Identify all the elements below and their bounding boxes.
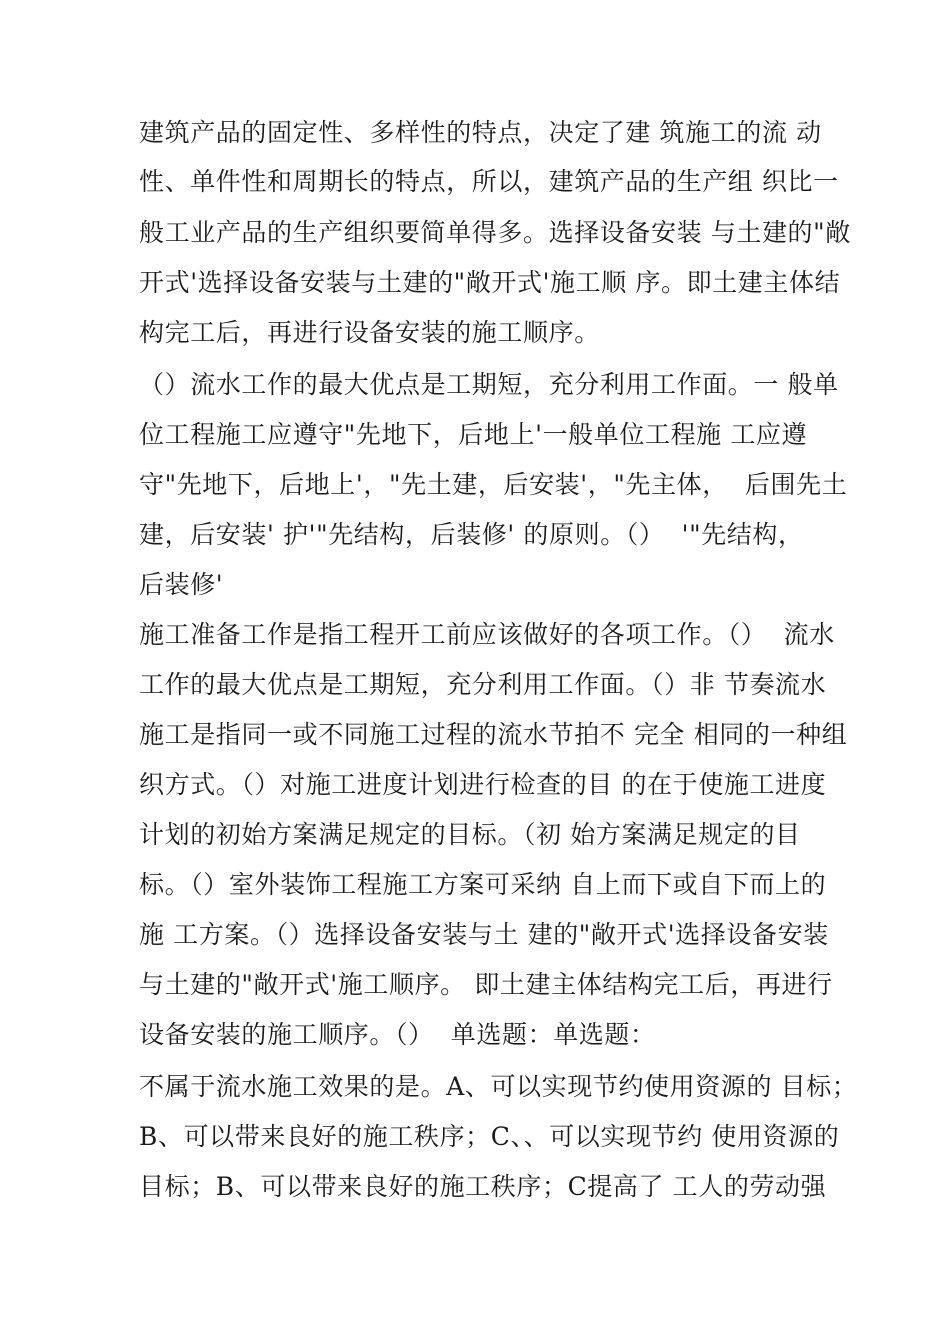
text-line: 工作的最大优点是工期短，充分利用工作面。（）非 节奏流水 [139,670,827,699]
text-line: 后装修' [139,570,224,599]
text-line: 开式'选择设备安装与土建的"敞开式'施工顺 序。即土建主体结 [139,268,841,297]
text-line: 与土建的"敞开式'施工顺序。 即土建主体结构完工后，再进行 [139,970,833,999]
text-line: 守"先地下，后地上'，"先土建，后安装'，"先主体， 后围先土 [139,470,848,499]
text-line: 标。（）室外装饰工程施工方案可采纳 自上而下或自下而上的 [139,870,827,899]
text-line: 设备安装的施工顺序。（） 单选题：单选题： [139,1020,656,1049]
text-line: 建筑产品的固定性、多样性的特点，决定了建 筑施工的流 动 [139,118,822,147]
text-line: B、可以带来良好的施工秩序；C、、可以实现节约 使用资源的 [139,1122,840,1151]
text-line: 不属于流水施工效果的是。A、可以实现节约使用资源的 目标； [139,1072,858,1101]
text-line: 位工程施工应遵守"先地下，后地上'一般单位工程施 工应遵 [139,420,808,449]
text-line: 施工是指同一或不同施工过程的流水节拍不 完全 相同的一种组 [139,720,848,749]
text-line: 构完工后，再进行设备安装的施工顺序。 [139,318,600,347]
text-line: 计划的初始方案满足规定的目标。（初 始方案满足规定的目 [139,820,801,849]
text-line: 建，后安装' 护'"先结构，后装修' 的原则。（） '"先结构， [139,520,804,549]
text-line: 施 工方案。（）选择设备安装与土 建的"敞开式'选择设备安装 [139,920,829,949]
text-line: 织方式。（）对施工进度计划进行检查的目 的在于使施工进度 [139,770,827,799]
text-line: 目标；B、可以带来良好的施工秩序；C提高了 工人的劳动强 [139,1172,827,1201]
text-line: （）流水工作的最大优点是工期短，充分利用工作面。一 般单 [139,370,839,399]
text-line: 施工准备工作是指工程开工前应该做好的各项工作。（） 流水 [139,620,835,649]
text-line: 性、单件性和周期长的特点，所以，建筑产品的生产组 织比一 [139,167,839,196]
text-line: 般工业产品的生产组织要简单得多。选择设备安装 与土建的"敞 [139,218,851,247]
